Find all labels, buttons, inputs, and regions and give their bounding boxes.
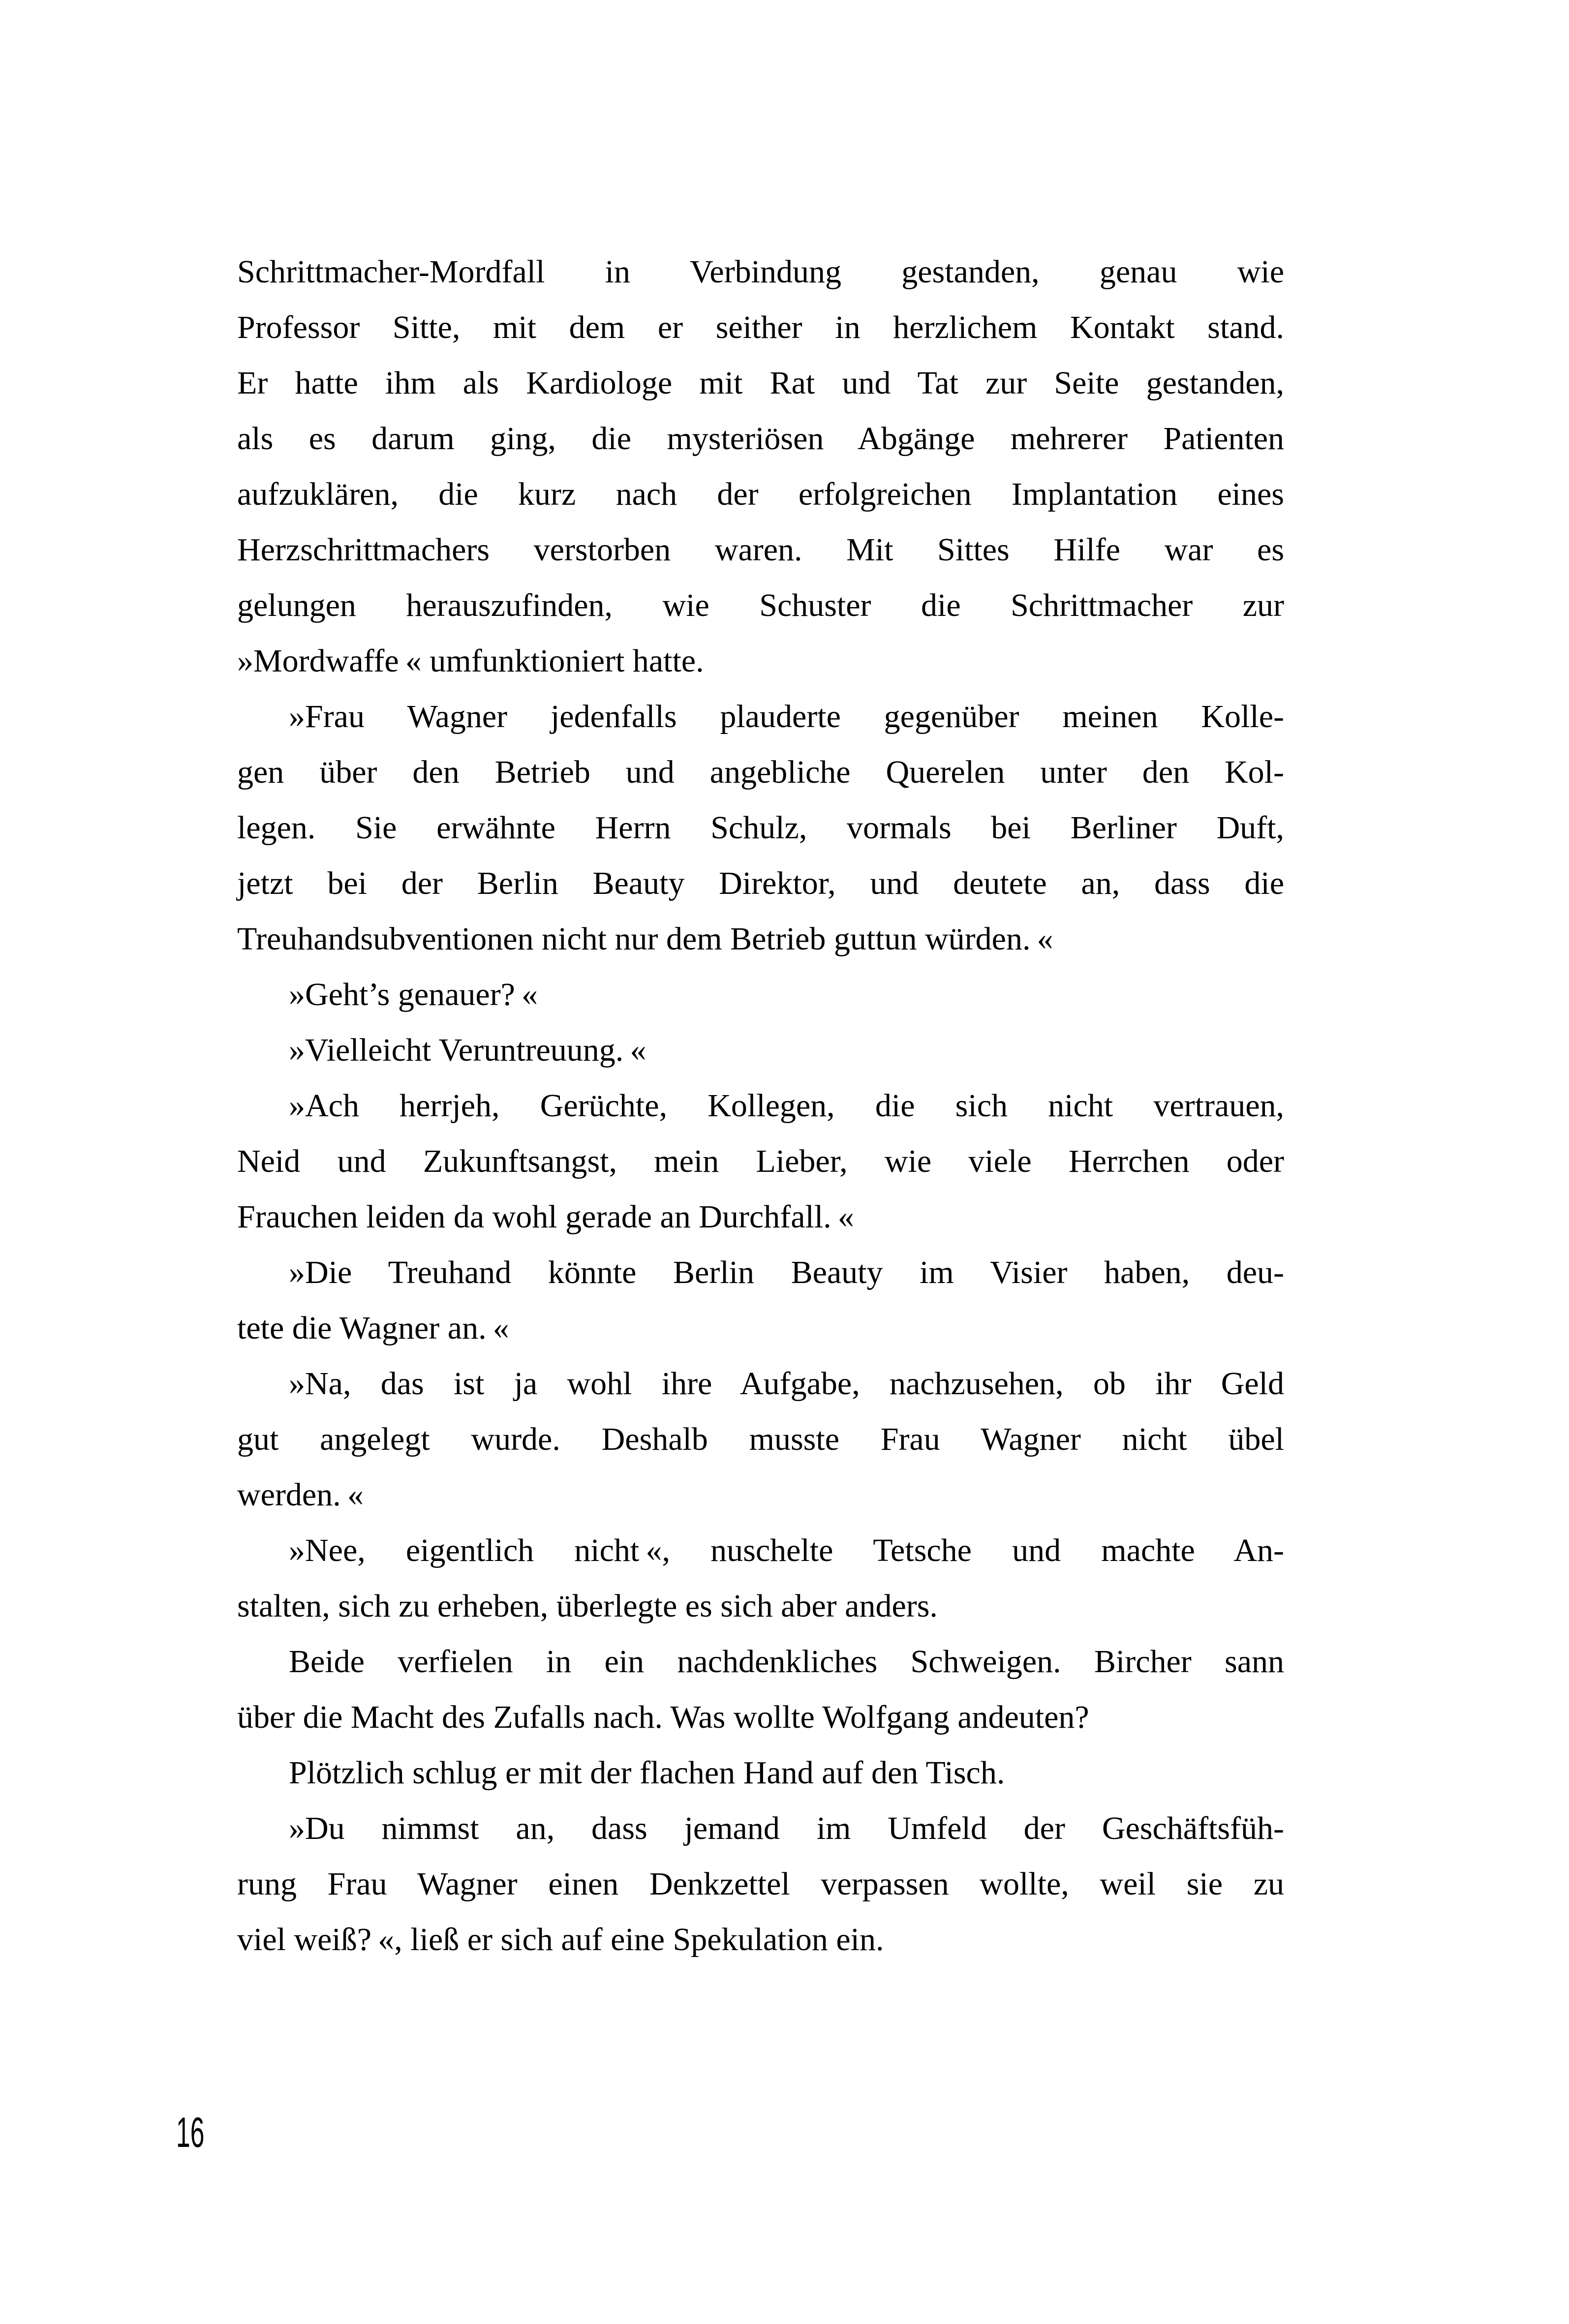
text-line: »Na, das ist ja wohl ihre Aufgabe, nachzusehen, ob ihr Geld	[289, 1366, 1284, 1402]
text-line: über die Macht des Zufalls nach. Was wollte Wolfgang andeuten?	[237, 1699, 1089, 1735]
text-line: Beide verfielen in ein nachdenkliches Schweigen. Bircher sann	[289, 1644, 1284, 1680]
text-line: gut angelegt wurde. Deshalb musste Frau Wagner nicht übel	[237, 1421, 1284, 1457]
text-line: »Die Treuhand könnte Berlin Beauty im Visier haben, deu-	[289, 1254, 1284, 1290]
text-line: »Geht’s genauer? «	[289, 977, 538, 1012]
text-line: Treuhandsubventionen nicht nur dem Betrieb guttun würden. «	[237, 921, 1053, 957]
text-line: Plötzlich schlug er mit der flachen Hand auf den Tisch.	[289, 1755, 1005, 1791]
text-line: »Du nimmst an, dass jemand im Umfeld der Geschäftsfüh-	[289, 1810, 1284, 1846]
text-line: viel weiß? «, ließ er sich auf eine Spekulation ein.	[237, 1922, 884, 1957]
text-line: Er hatte ihm als Kardiologe mit Rat und Tat zur Seite gestanden,	[237, 365, 1284, 401]
text-line: tete die Wagner an. «	[237, 1310, 509, 1346]
text-line: Professor Sitte, mit dem er seither in herzlichem Kontakt stand.	[237, 309, 1284, 345]
text-line: Frauchen leiden da wohl gerade an Durchfall. «	[237, 1199, 854, 1235]
text-line: Neid und Zukunftsangst, mein Lieber, wie viele Herrchen oder	[237, 1143, 1284, 1179]
text-line: jetzt bei der Berlin Beauty Direktor, und deutete an, dass die	[237, 865, 1284, 901]
text-line: »Frau Wagner jedenfalls plauderte gegenüber meinen Kolle-	[289, 699, 1284, 734]
text-line: rung Frau Wagner einen Denkzettel verpassen wollte, weil sie zu	[237, 1866, 1284, 1902]
text-line: »Ach herrjeh, Gerüchte, Kollegen, die sich nicht vertrauen,	[289, 1088, 1284, 1124]
text-line: stalten, sich zu erheben, überlegte es sich aber anders.	[237, 1588, 938, 1624]
text-line: gelungen herauszufinden, wie Schuster die Schrittmacher zur	[237, 587, 1284, 623]
text-line: Schrittmacher-Mordfall in Verbindung gestanden, genau wie	[237, 254, 1284, 290]
text-line: »Nee, eigentlich nicht «, nuschelte Tetsche und machte An-	[289, 1532, 1284, 1568]
text-line: werden. «	[237, 1477, 364, 1513]
text-line: Herzschrittmachers verstorben waren. Mit Sittes Hilfe war es	[237, 532, 1284, 568]
page-number: 16	[176, 2109, 205, 2156]
text-line: »Vielleicht Veruntreuung. «	[289, 1032, 646, 1068]
text-line: »Mordwaffe « umfunktioniert hatte.	[237, 643, 704, 679]
text-line: aufzuklären, die kurz nach der erfolgreichen Implantation eines	[237, 476, 1284, 512]
text-line: gen über den Betrieb und angebliche Querelen unter den Kol-	[237, 754, 1284, 790]
page-text-block	[237, 244, 1284, 1967]
text-line: als es darum ging, die mysteriösen Abgänge mehrerer Patienten	[237, 421, 1284, 457]
text-line: legen. Sie erwähnte Herrn Schulz, vormals bei Berliner Duft,	[237, 810, 1284, 846]
